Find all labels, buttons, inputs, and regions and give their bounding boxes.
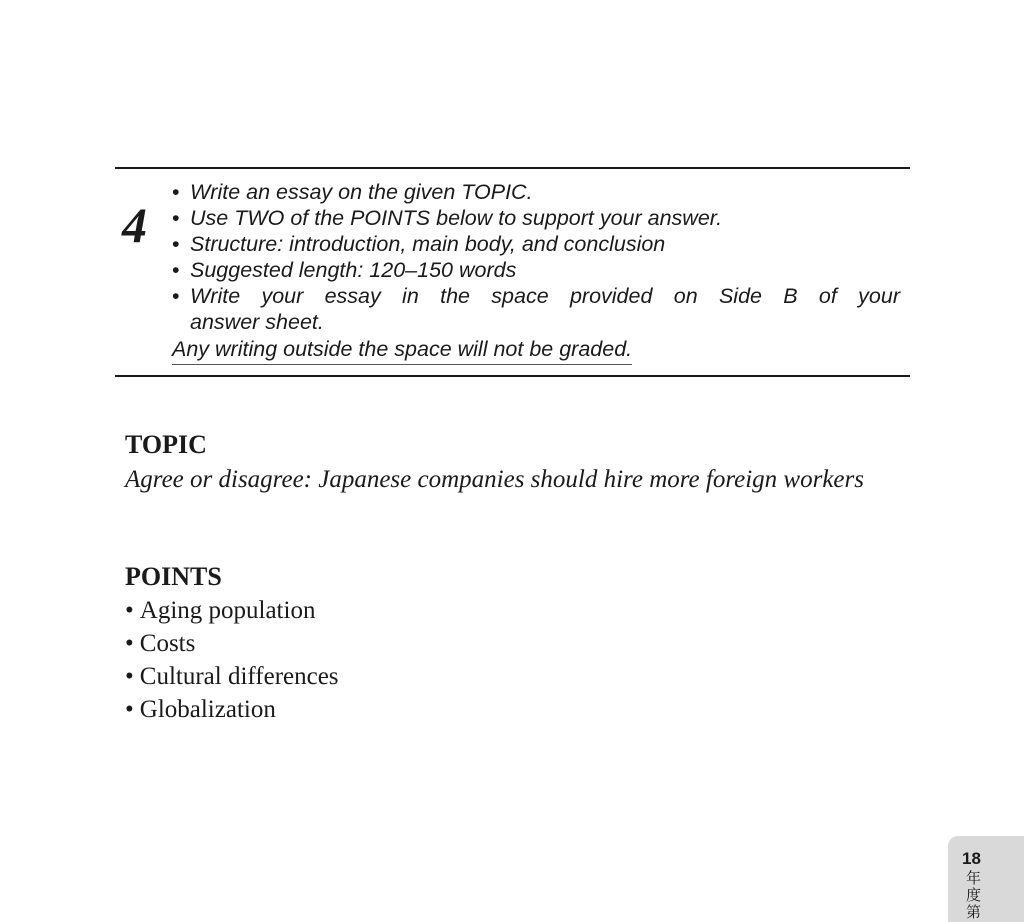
point-item: • Cultural differences	[125, 660, 339, 693]
side-index-tab	[948, 836, 1024, 922]
topic-text: Agree or disagree: Japanese companies should hire more foreign workers	[125, 466, 864, 493]
top-rule	[115, 167, 910, 169]
instruction-item: • Use TWO of the POINTS below to support your answer.	[172, 205, 900, 231]
instruction-item-side-b	[172, 283, 900, 335]
question-number: 4	[122, 197, 147, 253]
side-b-line-1: • Write your essay in the space provided on Side B of your	[190, 284, 900, 308]
instruction-item: • Write an essay on the given TOPIC.	[172, 179, 900, 205]
tab-kanji: 年度第	[966, 869, 982, 921]
side-b-line-2: answer sheet.	[190, 310, 324, 334]
points-heading: POINTS	[125, 562, 222, 591]
tab-year: 18	[962, 849, 981, 868]
grading-note: Any writing outside the space will not be graded.	[172, 336, 632, 365]
bottom-rule	[115, 375, 910, 377]
instructions-list	[172, 179, 900, 335]
points-list	[125, 594, 339, 726]
topic-heading: TOPIC	[125, 430, 207, 459]
instruction-item: • Structure: introduction, main body, and conclusion	[172, 231, 900, 257]
point-item: • Globalization	[125, 693, 339, 726]
instruction-item: • Suggested length: 120–150 words	[172, 257, 900, 283]
point-item: • Costs	[125, 627, 339, 660]
point-item: • Aging population	[125, 594, 339, 627]
